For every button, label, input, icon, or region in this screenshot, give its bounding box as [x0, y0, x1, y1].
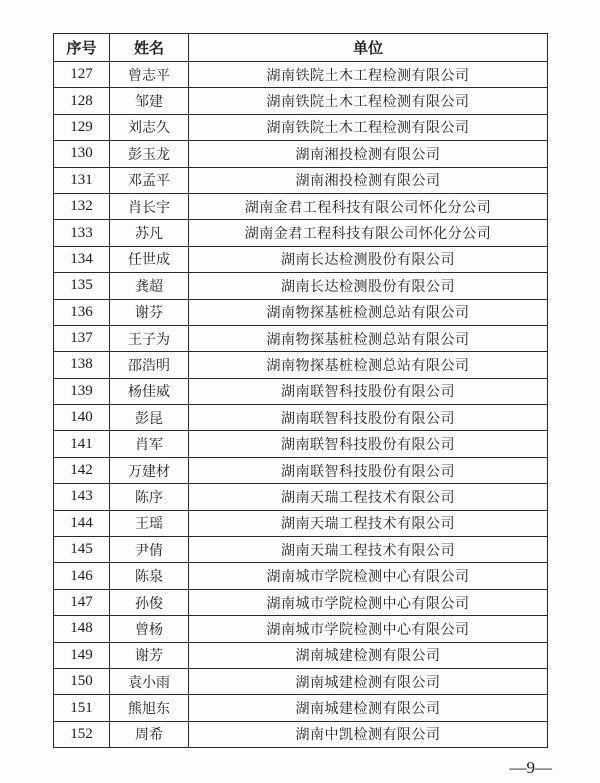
table-row	[54, 510, 548, 536]
cell-unit: 湖南物探基桩检测总站有限公司	[189, 352, 548, 378]
cell-unit: 湖南联智科技股份有限公司	[189, 431, 548, 457]
table-row	[54, 378, 548, 404]
cell-unit: 湖南天瑞工程技术有限公司	[189, 537, 548, 563]
cell-unit: 湖南湘投检测有限公司	[189, 167, 548, 193]
table-row	[54, 352, 548, 378]
cell-name: 万建材	[110, 457, 189, 483]
cell-name: 邓孟平	[110, 167, 189, 193]
header-name: 姓名	[110, 34, 189, 62]
cell-name: 龚超	[110, 273, 189, 299]
cell-unit: 湖南物探基桩检测总站有限公司	[189, 325, 548, 351]
table-row	[54, 484, 548, 510]
cell-unit: 湖南联智科技股份有限公司	[189, 405, 548, 431]
cell-serial-number: 133	[54, 220, 110, 246]
table-row	[54, 299, 548, 325]
cell-name: 彭昆	[110, 405, 189, 431]
cell-unit: 湖南物探基桩检测总站有限公司	[189, 299, 548, 325]
cell-serial-number: 150	[54, 668, 110, 694]
cell-unit: 湖南联智科技股份有限公司	[189, 457, 548, 483]
cell-unit: 湖南城市学院检测中心有限公司	[189, 589, 548, 615]
table-row	[54, 167, 548, 193]
table-row	[54, 457, 548, 483]
cell-serial-number: 149	[54, 642, 110, 668]
cell-serial-number: 144	[54, 510, 110, 536]
table-row	[54, 537, 548, 563]
cell-serial-number: 131	[54, 167, 110, 193]
table-row	[54, 695, 548, 721]
table-row	[54, 273, 548, 299]
table-row	[54, 220, 548, 246]
cell-unit: 湖南城市学院检测中心有限公司	[189, 616, 548, 642]
cell-serial-number: 151	[54, 695, 110, 721]
cell-name: 谢芳	[110, 642, 189, 668]
header-row	[54, 34, 548, 62]
cell-unit: 湖南长达检测股份有限公司	[189, 246, 548, 272]
cell-serial-number: 128	[54, 88, 110, 114]
table-row	[54, 431, 548, 457]
cell-serial-number: 148	[54, 616, 110, 642]
personnel-table	[53, 33, 548, 748]
header-unit: 单位	[189, 34, 548, 62]
page-number: —9—	[509, 758, 552, 777]
cell-serial-number: 143	[54, 484, 110, 510]
cell-name: 邹建	[110, 88, 189, 114]
table-body	[54, 62, 548, 748]
cell-unit: 湖南铁院土木工程检测有限公司	[189, 114, 548, 140]
cell-name: 袁小雨	[110, 668, 189, 694]
cell-unit: 湖南湘投检测有限公司	[189, 141, 548, 167]
cell-name: 陈序	[110, 484, 189, 510]
cell-name: 熊旭东	[110, 695, 189, 721]
cell-name: 肖长宇	[110, 193, 189, 219]
cell-name: 尹倩	[110, 537, 189, 563]
cell-serial-number: 134	[54, 246, 110, 272]
cell-unit: 湖南铁院土木工程检测有限公司	[189, 88, 548, 114]
table-row	[54, 325, 548, 351]
cell-name: 任世成	[110, 246, 189, 272]
header-serial-number: 序号	[54, 34, 110, 62]
cell-serial-number: 140	[54, 405, 110, 431]
cell-name: 王瑶	[110, 510, 189, 536]
table-row	[54, 405, 548, 431]
table-row	[54, 616, 548, 642]
table-row	[54, 193, 548, 219]
cell-serial-number: 137	[54, 325, 110, 351]
table-row	[54, 563, 548, 589]
cell-serial-number: 132	[54, 193, 110, 219]
cell-unit: 湖南联智科技股份有限公司	[189, 378, 548, 404]
cell-serial-number: 129	[54, 114, 110, 140]
cell-unit: 湖南铁院土木工程检测有限公司	[189, 62, 548, 88]
cell-serial-number: 127	[54, 62, 110, 88]
cell-serial-number: 139	[54, 378, 110, 404]
cell-serial-number: 152	[54, 721, 110, 747]
table-row	[54, 141, 548, 167]
cell-unit: 湖南城市学院检测中心有限公司	[189, 563, 548, 589]
cell-unit: 湖南天瑞工程技术有限公司	[189, 484, 548, 510]
cell-name: 肖军	[110, 431, 189, 457]
cell-unit: 湖南金君工程科技有限公司怀化分公司	[189, 193, 548, 219]
cell-unit: 湖南长达检测股份有限公司	[189, 273, 548, 299]
cell-name: 陈泉	[110, 563, 189, 589]
cell-name: 邵浩明	[110, 352, 189, 378]
table-header	[54, 34, 548, 62]
cell-name: 孙俊	[110, 589, 189, 615]
cell-name: 杨佳威	[110, 378, 189, 404]
cell-name: 苏凡	[110, 220, 189, 246]
cell-unit: 湖南中凯检测有限公司	[189, 721, 548, 747]
cell-name: 谢芬	[110, 299, 189, 325]
table-row	[54, 642, 548, 668]
cell-unit: 湖南金君工程科技有限公司怀化分公司	[189, 220, 548, 246]
cell-serial-number: 147	[54, 589, 110, 615]
cell-serial-number: 136	[54, 299, 110, 325]
cell-serial-number: 145	[54, 537, 110, 563]
table-row	[54, 114, 548, 140]
cell-unit: 湖南天瑞工程技术有限公司	[189, 510, 548, 536]
cell-serial-number: 141	[54, 431, 110, 457]
cell-name: 曾志平	[110, 62, 189, 88]
cell-serial-number: 135	[54, 273, 110, 299]
cell-serial-number: 142	[54, 457, 110, 483]
table-row	[54, 589, 548, 615]
cell-serial-number: 138	[54, 352, 110, 378]
table-row	[54, 246, 548, 272]
cell-name: 曾杨	[110, 616, 189, 642]
table-row	[54, 62, 548, 88]
cell-name: 彭玉龙	[110, 141, 189, 167]
table-row	[54, 721, 548, 747]
cell-serial-number: 146	[54, 563, 110, 589]
cell-unit: 湖南城建检测有限公司	[189, 668, 548, 694]
table-row	[54, 668, 548, 694]
cell-name: 刘志久	[110, 114, 189, 140]
cell-name: 周希	[110, 721, 189, 747]
cell-unit: 湖南城建检测有限公司	[189, 695, 548, 721]
cell-serial-number: 130	[54, 141, 110, 167]
table-row	[54, 88, 548, 114]
cell-unit: 湖南城建检测有限公司	[189, 642, 548, 668]
cell-name: 王子为	[110, 325, 189, 351]
